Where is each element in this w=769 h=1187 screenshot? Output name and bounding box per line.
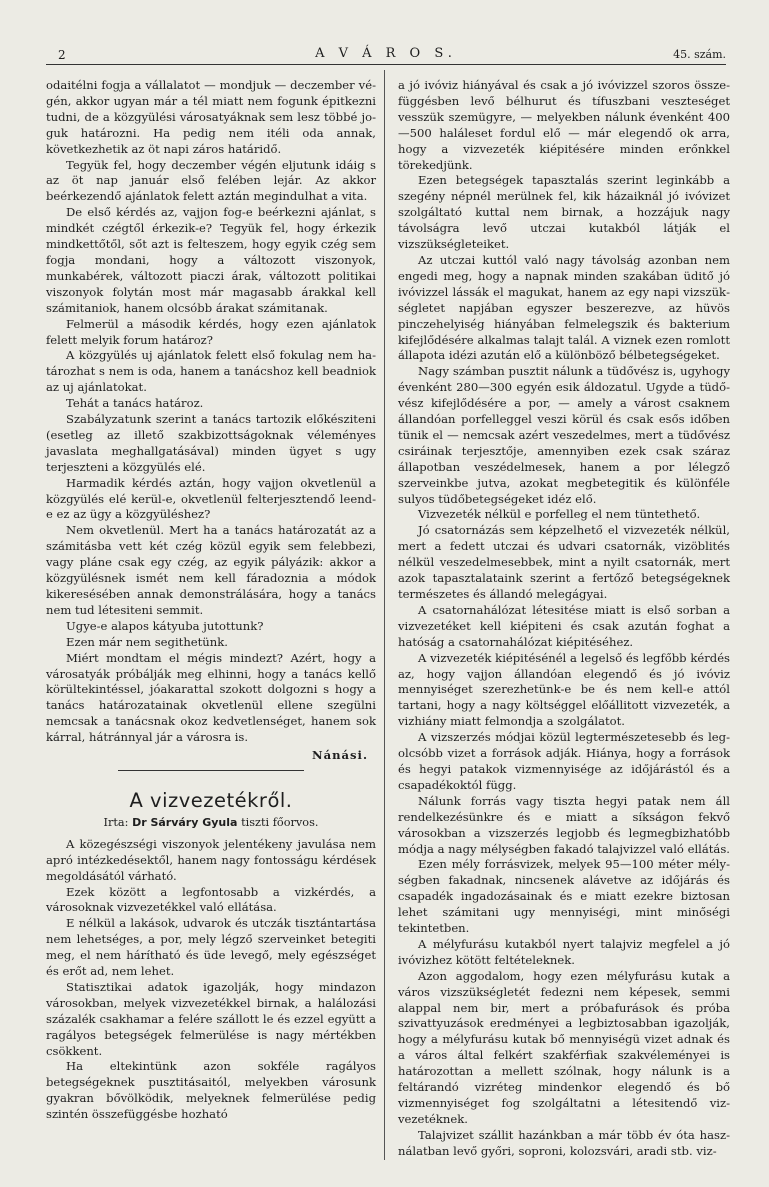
paragraph: a jó ivóviz hiányával és csak a jó ivóvizzel szoros összefüggésben levő bélhurut és tífuszbani veszteséget vesszük szemügyre, — melyekben nálunk évenként 400—500 haláleset fordul elő — már elegendő ok arra, hogy a vizvezeték kiépitésére minden erőnkkel törekedjünk. — [398, 78, 730, 172]
author-name: Dr Sárváry Gyula — [132, 815, 238, 829]
paragraph: Ha eltekintünk azon sokféle ragályos betegségeknek pusztitásaitól, melyekben városunk gyakran bővölködik, melyeknek felmerülése pedig szintén összefüggésbe hozható — [46, 1059, 376, 1122]
page-number: 2 — [58, 48, 66, 62]
paragraph: Vizvezeték nélkül e porfelleg el nem tüntethető. — [418, 507, 701, 522]
paragraph: Ezek között a legfontosabb a vizkérdés, a városoknak vizvezetékkel való ellátása. — [46, 884, 376, 915]
right-column — [398, 78, 730, 1160]
paragraph: Ezen mély forrásvizek, melyek 95—100 méter mélységben fakadnak, nincsenek alávetve az időjárás és csapadék ingadozásainak és e miatt ezekre biztosan lehet számitani ugy mennyiségi, mint minőségi tekintetben. — [398, 857, 730, 936]
issue-number: 45. szám. — [673, 48, 726, 61]
paragraph: Statisztikai adatok igazolják, hogy mindazon városokban, melyek vizvezetékkel birnak, a halálozási százalék csakhamar a felére szállott le és ezzel együtt a ragályos betegségek felmerülése is nagy mértékben csökkent. — [46, 979, 376, 1058]
author-signature: Nánási. — [311, 748, 368, 763]
author-title: tiszti főorvos. — [241, 815, 319, 829]
paragraph: Jó csatornázás sem képzelhető el vizvezeték nélkül, mert a fedett utczai és udvari csatornák, vizöblités nélkül veszedelmesebbek, mint a nyilt csatornák, mert azok tapasztalataink szerint a fertőző betegségeknek természetes és állandó melegágyai. — [398, 523, 730, 601]
paragraph: Nem okvetlenül. Mert ha a tanács határozatát az a számitásba vett két czég közül egyik sem felebbezi, vagy pláne csak egy czég, az egyik pályázik: akkor a közgyülésnek ismét nem kell fáradoznia a módok kikeresésében annak demonstrálására, hogy a tanács nem tud létesiteni semmit. — [46, 523, 376, 617]
paragraph: A csatornahálózat létesitése miatt is első sorban a vizvezetéket kell kiépiteni és csak azután foghat a hatóság a csatornahálózat kiépitéséhez. — [398, 602, 730, 649]
paragraph: Azon aggodalom, hogy ezen mélyfurásu kutak a város vizszükségletét fedezni nem képesek, semmi alappal nem bir, mert a próbafurások és próba szivattyuzások eredményei a legbiztosabban igazolják, hogy a mélyfurásu kutak bő mennyiségü vizet adnak és a város által felkért szakférfiak szakvéleményei is határozottan a mellett szólnak, hogy nálunk is a feltárandó vizréteg mindenkor elegendő és bő vizmennyiséget fog szolgáltatni a létesitendő vizvezetéknek. — [398, 968, 730, 1126]
running-head — [46, 46, 726, 66]
paragraph: Az utczai kuttól való nagy távolság azonban nem engedi meg, hogy a napnak minden szakában üditő jó ivóvizzel lássák el magukat, hanem az egy napi vizszükségletet napjában egyszer beszerezve, az hüvös pinczehelyiség hiányában felmelegszik és bakterium kifejlődésére alkalmas talajt talál. A viznek ezen romlott állapota idézi azután elő a különböző bélbetegségeket. — [398, 252, 730, 363]
left-column — [46, 78, 376, 1123]
paragraph: Felmerül a második kérdés, hogy ezen ajánlatok felett melyik forum határoz? — [46, 316, 376, 347]
paragraph: A vizszerzés módjai közül legtermészetesebb és legolcsóbb vizet a források adják. Hiánya, hogy a források és hegyi patakok vizmennyisége az időjárástól és a csapadékoktól függ. — [398, 730, 730, 792]
paragraph: Tehát a tanács határoz. — [66, 396, 204, 411]
paragraph: A közegészségi viszonyok jelentékeny javulása nem apró intézkedésektől, hanem nagy fontosságu kérdések megoldásától várható. — [46, 836, 376, 883]
paragraph: Talajvizet szállit hazánkban a már több év óta használatban levő győri, soproni, kolozsvári, aradi stb. viz- — [398, 1127, 730, 1158]
article-byline — [46, 815, 376, 831]
paragraph: Ezen betegségek tapasztalás szerint leginkább a szegény népnél merülnek fel, kik házaiknál jó ivóvizet szolgáltató kuttal nem birnak, a hozzájuk nagy távolságra levő utczai kutakból látják el vizszükségleteiket. — [398, 173, 730, 252]
column-rule — [384, 70, 385, 1160]
paragraph: A közgyülés uj ajánlatok felett első fokulag nem határozhat s nem is oda, hanem a tanácshoz kell beadniok az uj ajánlatokat. — [46, 348, 376, 395]
section-divider — [118, 770, 304, 771]
article-title: A vizvezetékről. — [129, 788, 293, 812]
paragraph: Tegyük fel, hogy deczember végén eljutunk idáig s az öt nap január első felében lejár. Az akkor beérkezendő ajánlatok felett aztán megindulhat a vita. — [46, 157, 376, 204]
header-rule — [46, 64, 726, 65]
paragraph: A vizvezeték kiépitésénél a legelső és legfőbb kérdés az, hogy vajjon állandóan elegendő és jó ivóviz mennyiséget szerezhetünk-e be és nem kell-e attól tartani, hogy a nagy költséggel előállitott vizvezeték, a vizhiány miatt felmondja a szolgálatot. — [398, 650, 730, 729]
paragraph: Ugye-e alapos kátyuba jutottunk? — [66, 618, 264, 633]
paragraph: Szabályzatunk szerint a tanács tartozik előkésziteni (esetleg az illető szakbizottságoknak véleményes javaslata meghallgatásával) minden ügyet s ugy terjeszteni a közgyülés elé. — [46, 412, 376, 474]
paragraph: A mélyfurásu kutakból nyert talajviz megfelel a jó ivóvizhez kötött feltételeknek. — [398, 936, 730, 967]
paragraph: Nagy számban pusztit nálunk a tüdővész is, ugyhogy évenként 280—300 egyén esik áldozatul. Ugyde a tüdővész kifejlődésére a por, — amely a várost csaknem állandóan porfelleggel veszi körül és csak esős időben tünik el — nemcsak azért veszedelmes, mert a tüdővész csiráinak terjesztője, amennyiben ezek csak száraz állapotban veszédelmesek, hanem a por lélegző szerveinkbe jutva, azokat megbetegitik és különféle sulyos tüdőbetegségeket idéz elő. — [398, 364, 730, 506]
paragraph: Ezen már nem segithetünk. — [66, 634, 228, 649]
paragraph: E nélkül a lakások, udvarok és utczák tisztántartása nem lehetséges, a por, mely légző szerveinket betegiti meg, el nem hárítható és üde levegő, mely egészséget és erőt ad, nem lehet. — [46, 916, 376, 979]
paragraph: odaitélni fogja a vállalatot — mondjuk — deczember végén, akkor ugyan már a tél miatt nem fogunk épitkezni tudni, de a közgyülési városatyáknak sem lesz többé joguk határozni. Ha pedig nem itéli oda annak, következhetik az öt napi záros határidő. — [46, 78, 376, 156]
byline-prefix: Irta: — [103, 815, 129, 829]
paragraph: Miért mondtam el mégis mindezt? Azért, hogy a városatyák próbálják meg elhinni, hogy a tanács kellő körültekintéssel, jóakarattal szokott dolgozni s hogy a tanács határozatainak okvetlenül ellene szegülni nemcsak a tanácsnak okoz kedvetlenséget, hanem sok kárral, hátránnyal jár a városra is. — [46, 650, 376, 745]
newspaper-title: A V Á R O S. — [315, 46, 457, 61]
paragraph: Harmadik kérdés aztán, hogy vajjon okvetlenül a közgyülés elé kerül-e, okvetlenül felterjesztendő leend-e ez az ügy a közgyüléshez? — [46, 475, 376, 522]
paragraph: Nálunk forrás vagy tiszta hegyi patak nem áll rendelkezésünkre és e miatt a síkságon fekvő városokban a vizszerzés legjobb és legmegbizhatóbb módja a nagy mélységben fakadó talajvizzel való ellátás. — [398, 793, 730, 856]
paragraph: De első kérdés az, vajjon fog-e beérkezni ajánlat, s mindkét czégtől érkezik-e? Tegyük fel, hogy érkezik mindkettőtől, sőt azt is felteszem, hogy egyik czég sem fogja mondani, hogy a változott viszonyok, munkabérek, változott piaczi árak, változott politikai viszonyok folytán most már magasabb árakkal kell számitaniok, hanem olcsóbb árakat számitanak. — [46, 205, 376, 315]
